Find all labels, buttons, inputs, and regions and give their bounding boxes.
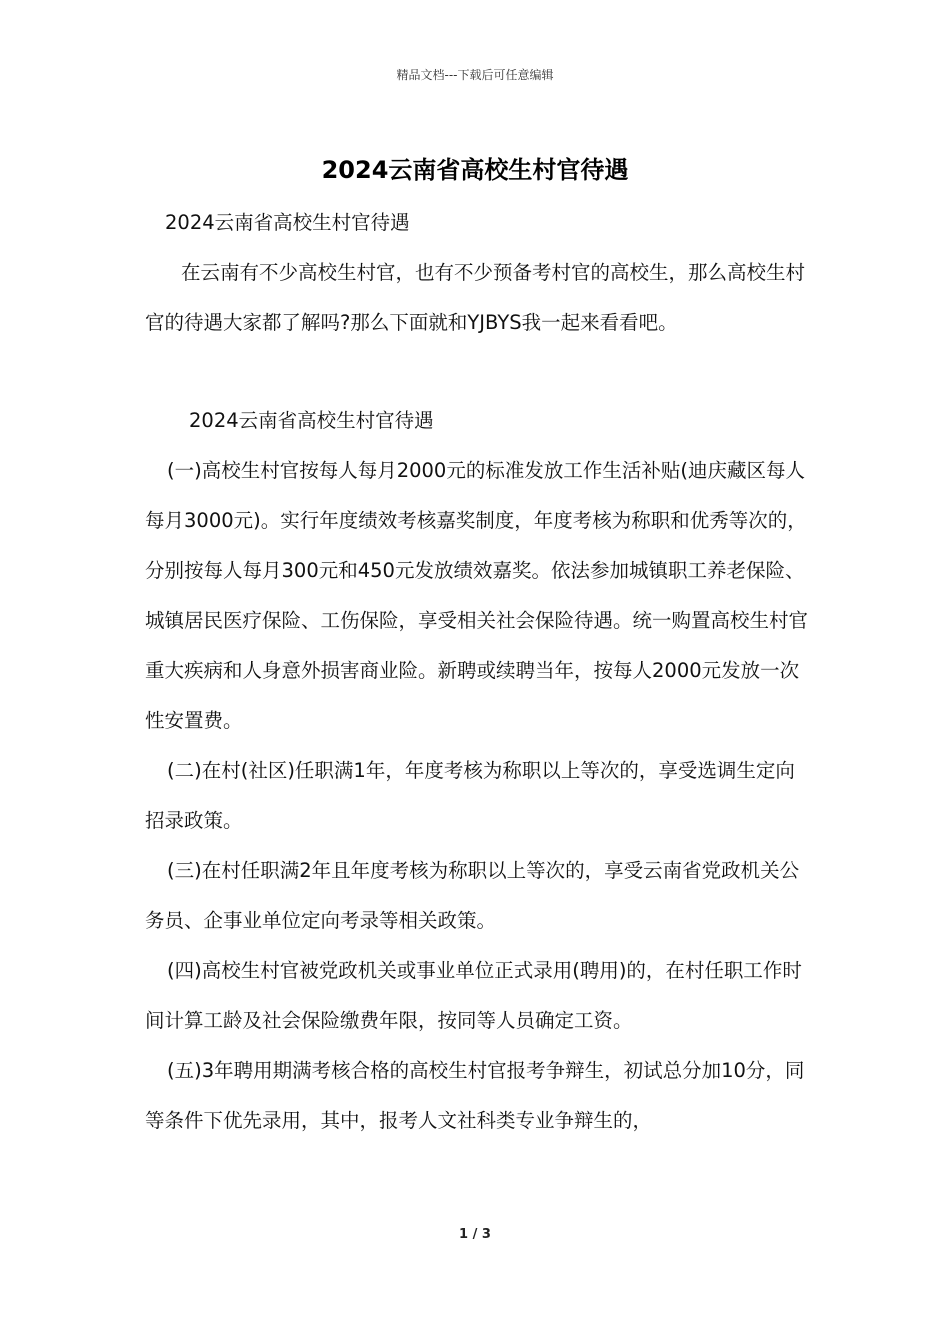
subtitle: 2024云南省高校生村官待遇 xyxy=(165,211,410,234)
policy-item-3: (三)在村任职满2年且年度考核为称职以上等次的，享受云南省党政机关公务员、企事业单位定向考录等相关政策。 xyxy=(145,859,800,932)
paragraph-spacer xyxy=(145,348,813,396)
policy-item-5: (五)3年聘用期满考核合格的高校生村官报考争辩生，初试总分加10分，同等条件下优先录用，其中，报考人文社科类专业争辩生的， xyxy=(145,1059,805,1132)
section-heading: 2024云南省高校生村官待遇 xyxy=(189,409,434,432)
document-body xyxy=(145,198,813,1146)
document-title: 2024云南省高校生村官待遇 xyxy=(321,156,629,184)
page-number: 1 / 3 xyxy=(459,1227,491,1242)
policy-item-1: (一)高校生村官按每人每月2000元的标准发放工作生活补贴(迪庆藏区每人每月3000元)。实行年度绩效考核嘉奖制度，年度考核为称职和优秀等次的，分别按每人每月300元和450元发放绩效嘉奖。依法参加城镇职工养老保险、城镇居民医疗保险、工伤保险，享受相关社会保险待遇。统一购置高校生村官重大疾病和人身意外损害商业险。新聘或续聘当年，按每人2000元发放一次性安置费。 xyxy=(145,459,809,732)
policy-item-2: (二)在村(社区)任职满1年，年度考核为称职以上等次的，享受选调生定向招录政策。 xyxy=(145,759,795,832)
policy-item-4: (四)高校生村官被党政机关或事业单位正式录用(聘用)的，在村任职工作时间计算工龄及社会保险缴费年限，按同等人员确定工资。 xyxy=(145,959,802,1032)
intro-paragraph: 在云南有不少高校生村官，也有不少预备考村官的高校生，那么高校生村官的待遇大家都了解吗?那么下面就和YJBYS我一起来看看吧。 xyxy=(145,261,806,334)
header-note: 精品文档---下载后可任意编辑 xyxy=(396,68,554,82)
